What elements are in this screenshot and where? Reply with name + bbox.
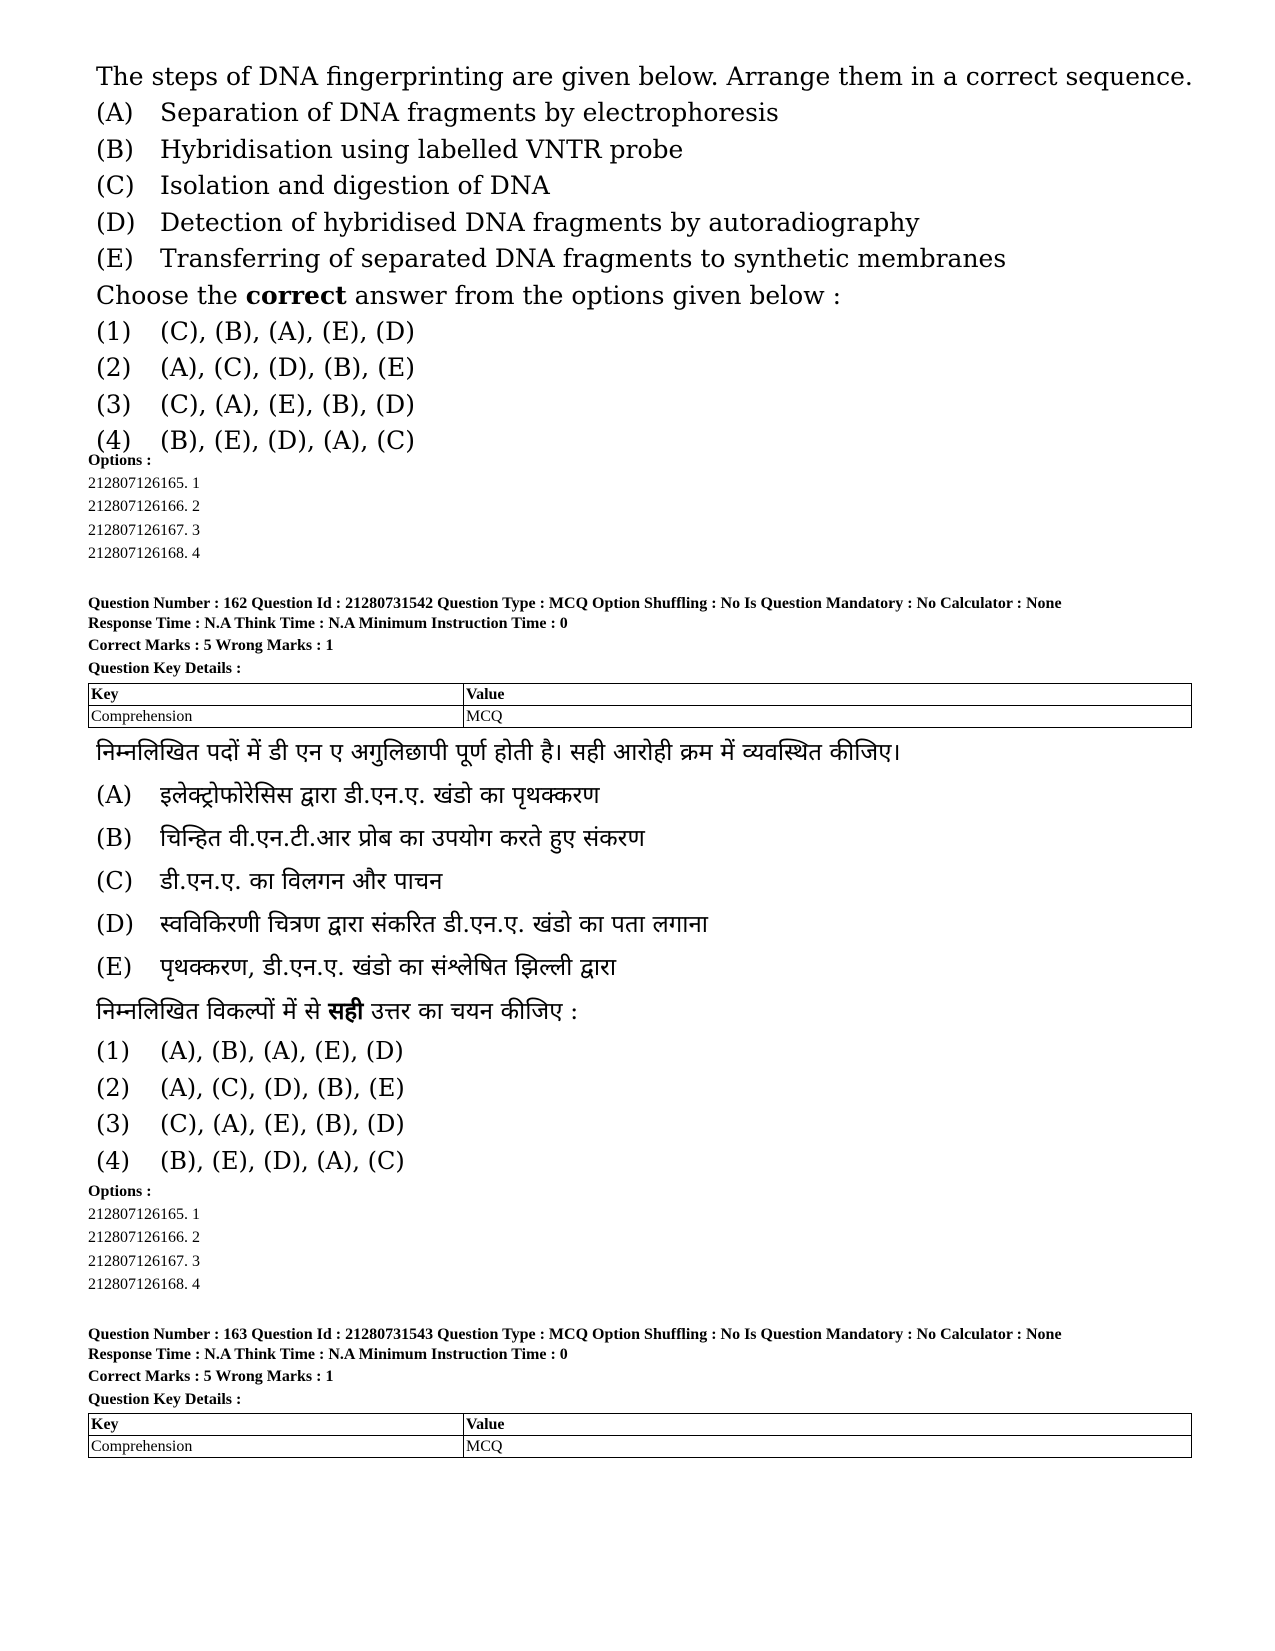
step-item: (D) Detection of hybridised DNA fragments by autoradiography: [96, 207, 920, 237]
step-item: (A) इलेक्ट्रोफोरेसिस द्वारा डी.एन.ए. खंडो का पृथक्करण: [96, 781, 600, 809]
step-item: (B) Hybridisation using labelled VNTR probe: [96, 134, 684, 164]
answer-choice: (1) (A), (B), (A), (E), (D): [96, 1037, 404, 1065]
option-id: 212807126167. 3: [88, 521, 200, 539]
question-stem: The steps of DNA fingerprinting are given below. Arrange them in a correct sequence.: [96, 62, 1193, 91]
answer-choice: (3) (C), (A), (E), (B), (D): [96, 389, 415, 419]
step-item: (A) Separation of DNA fragments by electrophoresis: [96, 98, 779, 127]
answer-choice: (2) (A), (C), (D), (B), (E): [96, 353, 415, 382]
question-stem: निम्नलिखित पदों में डी एन ए अगुलिछापी पूर्ण होती है। सही आरोही क्रम में व्यवस्थित कीजिए।: [96, 738, 901, 766]
step-item: (C) डी.एन.ए. का विलगन और पाचन: [96, 867, 443, 895]
options-heading: Options :: [88, 1183, 152, 1200]
answer-choice: (4) (B), (E), (D), (A), (C): [96, 1146, 405, 1175]
options-list: [88, 1180, 200, 1296]
option-id: 212807126166. 2: [88, 1229, 200, 1247]
option-id: 212807126165. 1: [88, 475, 200, 492]
option-id: 212807126167. 3: [88, 1252, 200, 1270]
key-details-heading: Question Key Details :: [88, 660, 242, 677]
step-item: (C) Isolation and digestion of DNA: [96, 171, 550, 200]
option-id: 212807126166. 2: [88, 498, 200, 516]
marks-line: Correct Marks : 5 Wrong Marks : 1: [88, 637, 334, 654]
option-id: 212807126165. 1: [88, 1206, 200, 1223]
meta-line: Response Time : N.A Think Time : N.A Minimum Instruction Time : 0: [88, 615, 568, 632]
table-row: Comprehension MCQ: [89, 1436, 1192, 1458]
table-row: Key Value: [89, 1414, 1192, 1436]
meta-line: Question Number : 163 Question Id : 21280731543 Question Type : MCQ Option Shuffling : No Is Question Mandatory : No Calculator : None: [88, 1326, 1062, 1343]
table-row: Key Value: [89, 684, 1192, 706]
table-row: Comprehension MCQ: [89, 706, 1192, 728]
answer-choice: (3) (C), (A), (E), (B), (D): [96, 1110, 405, 1138]
options-heading: Options :: [88, 452, 152, 469]
key-details-heading: Question Key Details :: [88, 1391, 242, 1408]
step-item: (E) Transferring of separated DNA fragments to synthetic membranes: [96, 244, 1007, 273]
marks-line: Correct Marks : 5 Wrong Marks : 1: [88, 1368, 334, 1385]
step-item: (B) चिन्हित वी.एन.टी.आर प्रोब का उपयोग करते हुए संकरण: [96, 824, 645, 852]
key-details-table: [88, 1413, 1192, 1458]
question-161-content: [96, 59, 1193, 460]
option-id: 212807126168. 4: [88, 544, 200, 562]
options-list: [88, 449, 200, 565]
question-162-meta: [88, 594, 1188, 680]
meta-line: Question Number : 162 Question Id : 21280731542 Question Type : MCQ Option Shuffling : No Is Question Mandatory : No Calculator : None: [88, 595, 1062, 612]
step-item: (D) स्वविकिरणी चित्रण द्वारा संकरित डी.एन.ए. खंडो का पता लगाना: [96, 910, 708, 938]
option-id: 212807126168. 4: [88, 1275, 200, 1293]
answer-choice: (2) (A), (C), (D), (B), (E): [96, 1073, 405, 1102]
answer-choice: (4) (B), (E), (D), (A), (C): [96, 426, 415, 455]
meta-line: Response Time : N.A Think Time : N.A Minimum Instruction Time : 0: [88, 1346, 568, 1363]
key-details-table: [88, 683, 1192, 728]
step-item: (E) पृथक्करण, डी.एन.ए. खंडो का संश्लेषित झिल्ली द्वारा: [96, 953, 617, 981]
question-162-content: [96, 730, 901, 1179]
question-163-meta: [88, 1325, 1188, 1411]
choose-instruction: निम्नलिखित विकल्पों में से सही उत्तर का चयन कीजिए :: [96, 996, 579, 1025]
choose-instruction: Choose the correct answer from the options given below :: [96, 280, 841, 310]
answer-choice: (1) (C), (B), (A), (E), (D): [96, 316, 415, 346]
